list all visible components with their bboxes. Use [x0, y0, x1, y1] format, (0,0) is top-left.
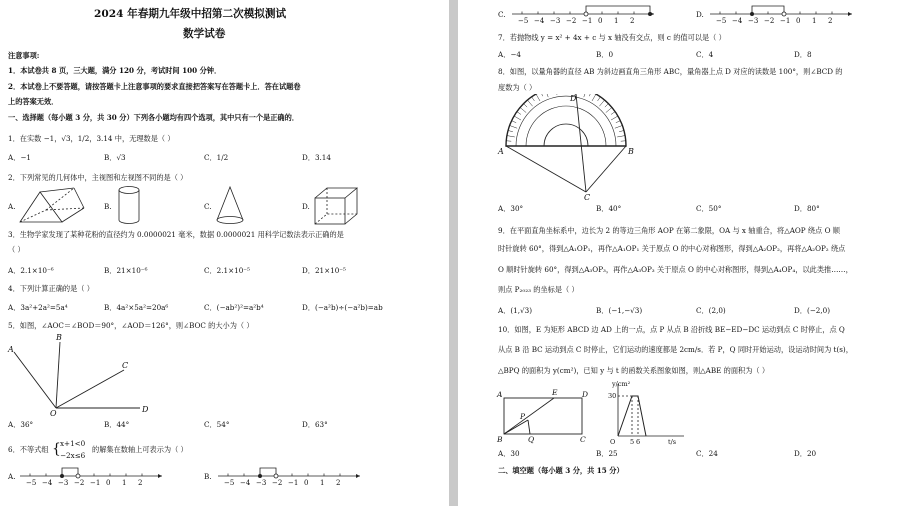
q5-option-a: A．36°: [8, 420, 34, 429]
question-6-prefix: 6．不等式组: [8, 445, 49, 454]
axis-y-label: y/cm²: [612, 380, 631, 388]
question-8-line-2: 度数为（ ）: [498, 83, 537, 92]
q6-option-c: C.: [498, 10, 506, 19]
label-E: E: [552, 388, 558, 397]
note-2a: 2．本试卷上不要答题，请按答题卡上注意事项的要求直接把答案写在答题卡上．答在试题卷: [8, 82, 301, 91]
question-3-line-1: 3．生物学家发现了某种花粉的直径约为 0.0000021 毫米，数据 0.0000021 用科学记数法表示正确的是: [8, 230, 344, 239]
tick-30: 30: [608, 392, 617, 400]
numberline-tick-label: −2: [764, 17, 775, 25]
numberline-tick-label: 1: [812, 17, 817, 25]
numberline-tick-label: 2: [336, 479, 341, 487]
note-1: 1．本试卷共 8 页，三大题，满分 120 分，考试时间 100 分钟．: [8, 66, 222, 75]
numberline-open-point: [76, 474, 80, 478]
angle-figure: [4, 332, 154, 416]
q3-option-c: C．2.1×10⁻⁵: [204, 266, 250, 275]
q7-option-a: A．−4: [498, 50, 521, 59]
numberline-tick-label: −5: [224, 479, 235, 487]
section-2-header: 二、填空题（每小题 3 分，共 15 分）: [498, 466, 624, 475]
q2-option-c: C.: [204, 202, 212, 211]
numberline-tick-label: 2: [828, 17, 833, 25]
protractor-tick: [517, 112, 521, 115]
note-2b: 上的答案无效．: [8, 97, 59, 106]
question-3-line-2: （ ）: [8, 245, 25, 254]
q1-option-a: A．−1: [8, 153, 31, 162]
q4-option-d: D．(−a²b)÷(−a²b)=ab: [302, 303, 383, 312]
q10-option-a: A．30: [498, 449, 520, 458]
protractor-tick: [606, 107, 612, 112]
numberline-tick-label: 1: [122, 479, 127, 487]
q10-option-d: D．20: [794, 449, 817, 458]
numberline-tick-label: 2: [630, 17, 635, 25]
numberline-open-point: [274, 474, 278, 478]
question-1: 1．在实数 −1，√3，1/2，3.14 中，无理数是（ ）: [8, 134, 175, 143]
numberline-tick-label: 0: [304, 479, 309, 487]
label-D: D: [142, 405, 149, 414]
q4-option-b: B．4a²×5a²=20a⁶: [104, 303, 169, 312]
label-Q: Q: [528, 435, 535, 444]
q1-option-b: B．√3: [104, 153, 126, 162]
numberline-tick-label: −1: [780, 17, 791, 25]
numberline-tick-label: −3: [550, 17, 561, 25]
q6-system-2: −2x≤6: [60, 451, 86, 460]
protractor-tick: [592, 94, 596, 101]
exam-page-right: [458, 0, 900, 506]
numberline-tick-label: 1: [614, 17, 619, 25]
numberline-c: [508, 2, 658, 28]
cylinder-figure: [116, 184, 146, 226]
protractor-tick: [605, 104, 609, 108]
numberline-arrow: [848, 12, 852, 16]
label-C: C: [584, 193, 591, 202]
question-4: 4．下列计算正确的是（ ）: [8, 284, 94, 293]
numberline-tick-label: −4: [732, 17, 743, 25]
q9-option-a: A．(1,√3): [498, 306, 532, 315]
numberline-tick-label: 0: [796, 17, 801, 25]
numberline-open-point: [782, 12, 786, 16]
question-5: 5．如图，∠AOC＝∠BOD＝90°，∠AOD＝126°，则∠BOC 的大小为（ ）: [8, 321, 254, 330]
numberline-solution-bracket: [260, 468, 276, 476]
q5-option-c: C．54°: [204, 420, 230, 429]
q8-option-a: A．30°: [498, 204, 524, 213]
numberline-tick-label: −1: [90, 479, 101, 487]
triangular-prism-figure: [16, 186, 88, 226]
q2-option-a: A.: [8, 202, 16, 211]
q3-option-b: B．21×10⁻⁶: [104, 266, 148, 275]
q6-option-d: D.: [696, 10, 704, 19]
numberline-tick-label: −2: [272, 479, 283, 487]
numberline-closed-point: [60, 474, 64, 478]
q8-option-b: B．40°: [596, 204, 622, 213]
protractor-tick: [615, 125, 623, 128]
q6-option-a: A.: [8, 472, 16, 481]
numberline-d: [706, 2, 856, 28]
protractor-tick: [611, 112, 615, 115]
numberline-b: [214, 464, 364, 490]
label-A: A: [497, 390, 503, 399]
label-B: B: [497, 435, 503, 444]
protractor-tick: [545, 94, 548, 97]
cube-figure: [312, 186, 360, 226]
question-10-line-1: 10．如图，E 为矩形 ABCD 边 AD 上的一点，点 P 从点 B 沿折线 BE−ED−DC 运动到点 C 时停止，点 Q: [498, 325, 845, 334]
q6-brace: {: [52, 441, 61, 457]
protractor-tick: [507, 136, 515, 137]
question-10-line-2: 从点 B 沿 BC 运动到点 C 时停止，它们运动的速度都是 2cm/s．若 P，Q 同时开始运动，设运动时间为 t(s)，: [498, 345, 853, 354]
rectangle-abcd-figure: [496, 386, 588, 444]
protractor-tick: [512, 121, 517, 123]
protractor-tick: [514, 116, 521, 120]
protractor-tick: [616, 121, 621, 123]
numberline-tick-label: 1: [320, 479, 325, 487]
q5-option-b: B．44°: [104, 420, 130, 429]
numberline-tick-label: −5: [518, 17, 529, 25]
numberline-tick-label: −5: [716, 17, 727, 25]
q2-option-b: B.: [104, 202, 112, 211]
q1-option-c: C．1/2: [204, 153, 229, 162]
label-O: O: [50, 409, 57, 416]
protractor-figure: [496, 94, 636, 202]
protractor-tick: [556, 94, 557, 95]
protractor-tick: [589, 94, 591, 96]
protractor-tick: [532, 97, 535, 101]
question-8-line-1: 8．如图，以量角器的直径 AB 为斜边画直角三角形 ABC，量角器上点 D 对应的读数是 100°，则∠BCD 的: [498, 67, 843, 76]
numberline-tick-label: −2: [74, 479, 85, 487]
question-9-line-2: 时针旋转 60°，得到△A₁OP₁，再作△A₁OP₁ 关于原点 O 的中心对称图形，得到△A₂OP₂，再将△A₂OP₂ 绕点: [498, 244, 846, 253]
label-A: A: [498, 147, 504, 156]
q8-option-c: C．50°: [696, 204, 722, 213]
q9-option-c: C．(2,0): [696, 306, 726, 315]
protractor-tick: [619, 130, 624, 131]
question-9-line-3: O 顺时针旋转 60°，得到△A₃OP₃，再作△A₃OP₃ 关于原点 O 的中心对称图形，得到△A₄OP₄，以此类推……，: [498, 265, 853, 274]
numberline-closed-point: [648, 12, 652, 16]
section-1-header: 一、选择题（每小题 3 分，共 30 分）下列各小题均有四个选项，其中只有一个是正确的．: [8, 113, 299, 122]
exam-subtitle: 数学试卷: [183, 28, 226, 40]
q7-option-d: D．8: [794, 50, 812, 59]
label-D: D: [582, 390, 588, 399]
numberline-tick-label: −4: [240, 479, 251, 487]
origin-label: O: [610, 438, 616, 446]
protractor-tick: [617, 136, 625, 137]
protractor-tick: [536, 94, 540, 101]
numberline-tick-label: 0: [106, 479, 111, 487]
label-D: D: [570, 94, 577, 103]
q7-option-b: B．0: [596, 50, 614, 59]
q3-option-a: A．2.1×10⁻⁶: [8, 266, 54, 275]
numberline-tick-label: −3: [256, 479, 267, 487]
numberline-tick-label: −1: [288, 479, 299, 487]
q7-option-c: C．4: [696, 50, 714, 59]
numberline-solution-bracket: [62, 468, 78, 476]
protractor-tick: [520, 107, 526, 112]
numberline-open-point: [584, 12, 588, 16]
function-graph-figure: [598, 378, 688, 446]
q9-option-d: D．(−2,0): [794, 306, 831, 315]
label-B: B: [56, 333, 62, 342]
numberline-tick-label: −3: [58, 479, 69, 487]
protractor-tick: [510, 125, 518, 128]
q10-option-c: C．24: [696, 449, 718, 458]
label-A: A: [8, 345, 14, 354]
protractor-tick: [611, 116, 618, 120]
numberline-tick-label: −4: [42, 479, 53, 487]
label-P: P: [520, 412, 526, 421]
question-10-line-3: △BPQ 的面积为 y(cm²)，已知 y 与 t 的函数关系图象如图，则△ABE 的面积为（ ）: [498, 366, 770, 375]
cone-figure: [214, 184, 248, 226]
numberline-tick-label: −5: [26, 479, 37, 487]
label-B: B: [628, 147, 634, 156]
tick-6: 6: [636, 438, 641, 446]
numberline-tick-label: −3: [748, 17, 759, 25]
label-C: C: [122, 361, 129, 370]
numberline-tick-label: −1: [582, 17, 593, 25]
question-9-line-4: 则点 P₂₀₂₃ 的坐标是（ ）: [498, 285, 579, 294]
numberline-tick-label: −4: [534, 17, 545, 25]
q4-option-a: A．3a²+2a²=5a⁴: [8, 303, 68, 312]
q8-option-d: D．80°: [794, 204, 820, 213]
question-7: 7．若抛物线 y = x² + 4x + c 与 x 轴没有交点，则 c 的值可以是（ ）: [498, 33, 726, 42]
q4-option-c: C．(−ab²)²=a²b⁴: [204, 303, 264, 312]
q2-option-d: D.: [302, 202, 310, 211]
q9-option-b: B．(−1,−√3): [596, 306, 643, 315]
protractor-tick: [527, 100, 532, 106]
numberline-closed-point: [750, 12, 754, 16]
tick-5: 5: [630, 438, 635, 446]
protractor-tick: [598, 97, 601, 101]
numberline-tick-label: 2: [138, 479, 143, 487]
q3-option-d: D．21×10⁻⁵: [302, 266, 346, 275]
numberline-arrow: [158, 474, 162, 478]
protractor-tick: [599, 100, 604, 106]
q1-option-d: D．3.14: [302, 153, 331, 162]
numberline-tick-label: −2: [566, 17, 577, 25]
exam-title: 2024 年春期九年级中招第二次模拟测试: [94, 8, 287, 20]
question-2: 2．下列常见的几何体中，主视图和左视图不同的是（ ）: [8, 173, 188, 182]
protractor-tick: [508, 130, 513, 131]
exam-page-left: [0, 0, 449, 506]
protractor-tick: [541, 94, 543, 96]
q6-system-1: x+1<0: [60, 439, 86, 448]
numberline-closed-point: [258, 474, 262, 478]
question-9-line-1: 9．在平面直角坐标系中，边长为 2 的等边三角形 AOP 在第二象限，OA 与 x 轴重合，将△AOP 绕点 O 顺: [498, 226, 840, 235]
numberline-arrow: [356, 474, 360, 478]
q6-option-b: B.: [204, 472, 212, 481]
question-6-suffix: 的解集在数轴上可表示为（ ）: [92, 445, 188, 454]
q10-option-b: B．25: [596, 449, 618, 458]
protractor-tick: [524, 104, 528, 108]
numberline-tick-label: 0: [598, 17, 603, 25]
protractor-tick: [584, 94, 587, 97]
label-C: C: [580, 435, 586, 444]
numberline-a: [16, 464, 166, 490]
notes-header: 注意事项:: [8, 51, 40, 60]
q5-option-d: D．63°: [302, 420, 328, 429]
axis-x-label: t/s: [668, 438, 677, 446]
